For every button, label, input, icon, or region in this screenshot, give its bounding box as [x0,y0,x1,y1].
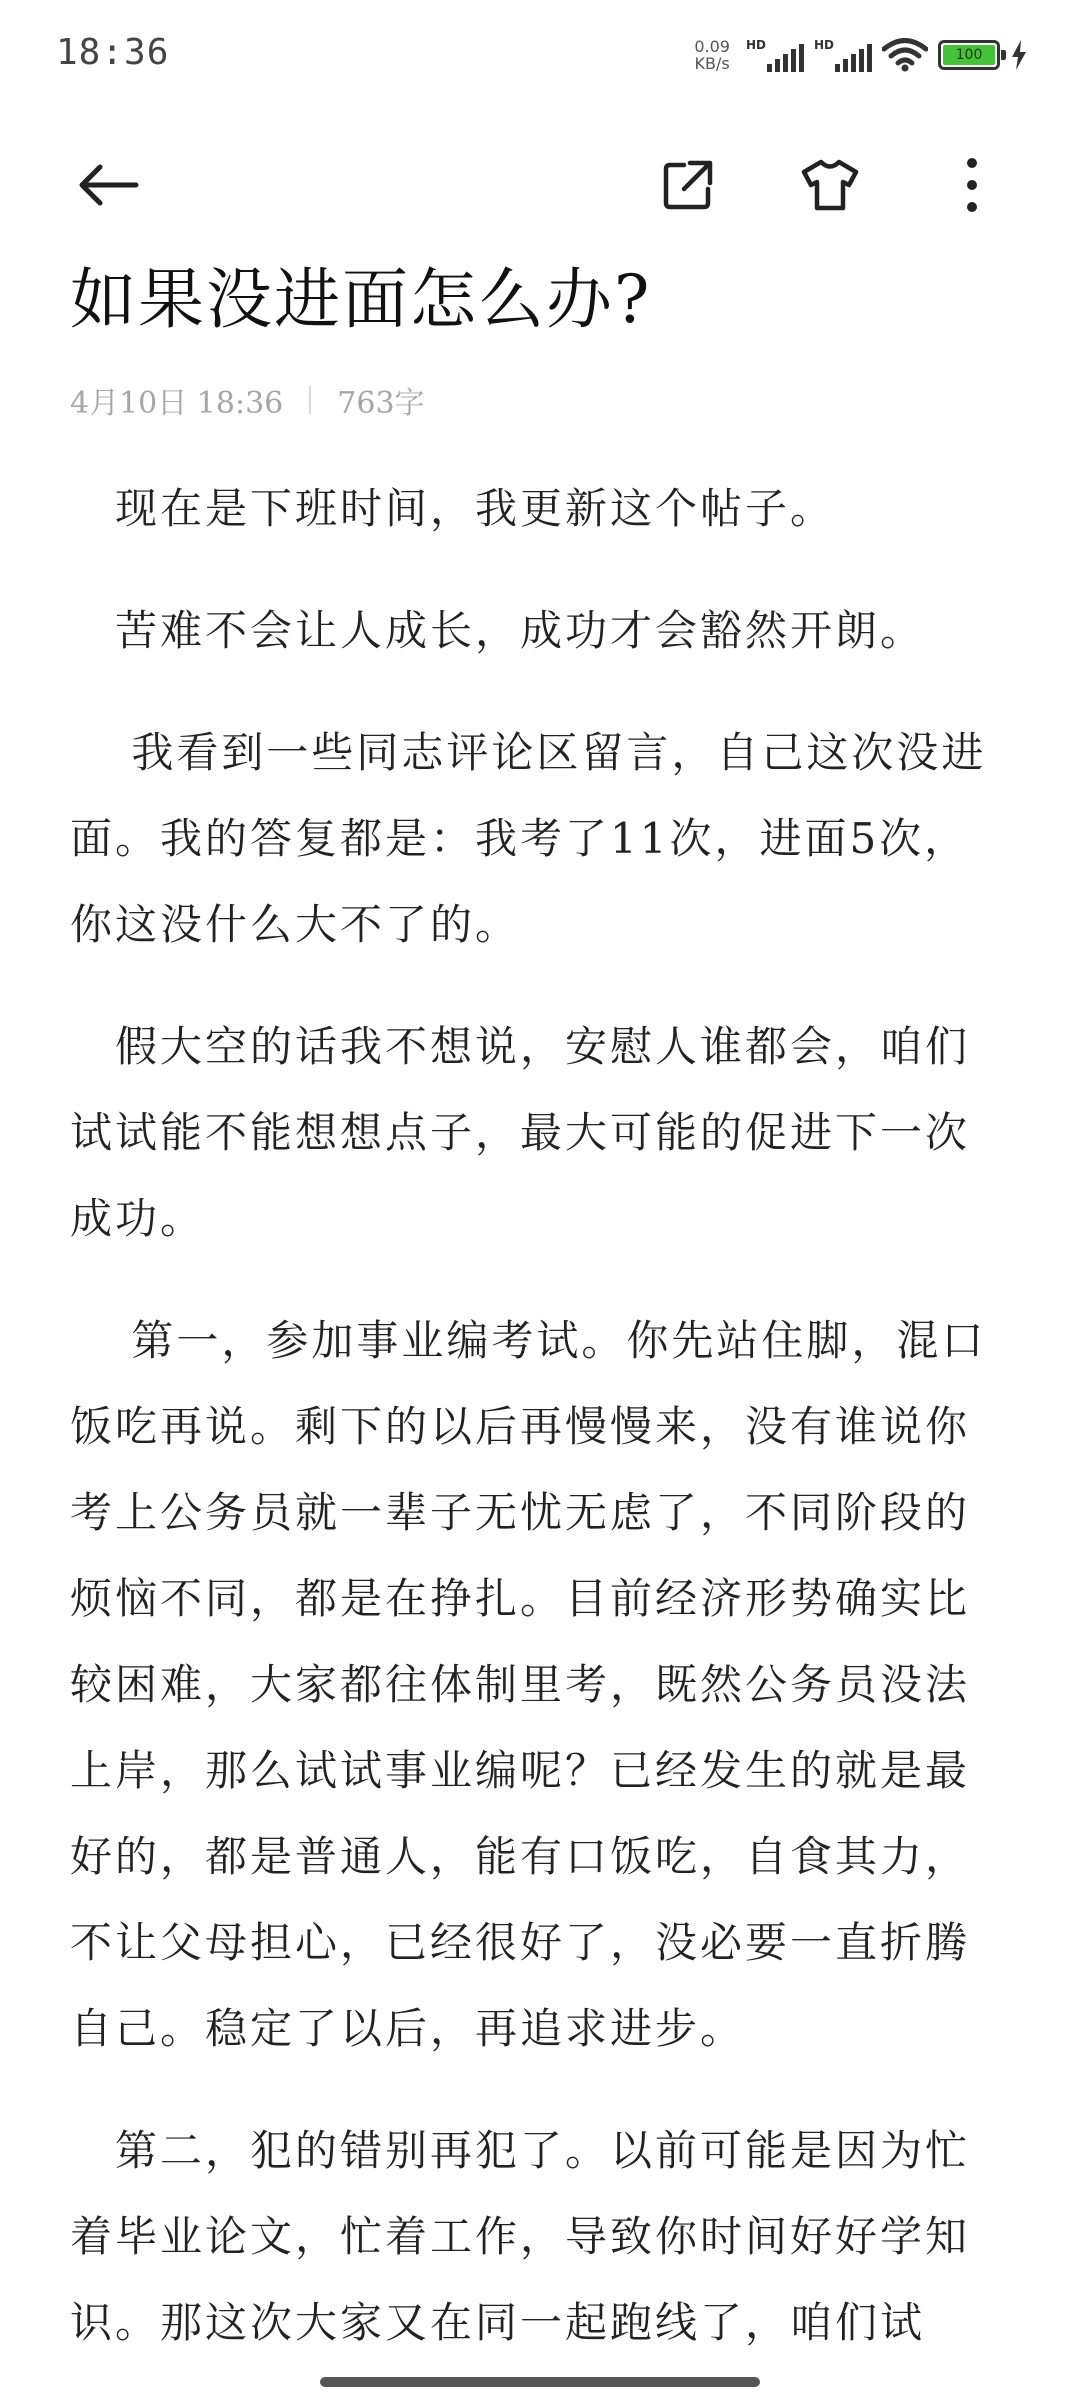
share-out-icon [660,157,716,213]
status-time: 18:36 [56,32,170,73]
paragraph: 现在是下班时间，我更新这个帖子。 [70,484,836,533]
status-bar [0,0,1080,110]
more-button[interactable] [932,145,1012,225]
paragraph: 苦难不会让人成长，成功才会豁然开朗。 [70,606,926,655]
article-date: 4月10日 18:36 [70,386,284,421]
status-icons [694,30,1028,80]
paragraph: 第一，参加事业编考试。你先站住脚，混口饭吃再说。剩下的以后再慢慢来，没有谁说你考上公务员就一辈子无忧无虑了，不同阶段的烦恼不同，都是在挣扎。目前经济形势确实比较困难，大家都往体制里考，既然公务员没法上岸，那么试试事业编呢？已经发生的就是最好的，都是普通人，能有口饭吃，自食其力，不让父母担心，已经很好了，没必要一直折腾自己。稳定了以后，再追求进步。 [70,1316,987,2053]
more-vertical-icon [964,157,980,213]
network-speed-unit: KB/s [694,54,730,73]
paragraph: 假大空的话我不想说，安慰人谁都会，咱们试试能不能想想点子，最大可能的促进下一次成功。 [70,1022,971,1243]
home-indicator[interactable] [320,2377,760,2387]
article [70,250,1010,2402]
share-button[interactable] [648,145,728,225]
arrow-left-icon [76,163,140,207]
battery-level: 100 [943,45,995,65]
signal-2-icon [814,38,872,72]
toolbar [0,130,1080,240]
paragraph: 我看到一些同志评论区留言，自己这次没进面。我的答复都是：我考了11次，进面5次，你这没什么大不了的。 [70,728,987,949]
signal-1-icon [746,38,804,72]
article-meta [70,378,1010,422]
back-button[interactable] [68,145,148,225]
wifi-icon [882,38,928,72]
article-body[interactable] [70,466,1010,2366]
paragraph: 第二，犯的错别再犯了。以前可能是因为忙着毕业论文，忙着工作，导致你时间好好学知识。那这次大家又在同一起跑线了，咱们试 [70,2126,971,2347]
theme-button[interactable] [790,145,870,225]
hd-label: HD [813,38,834,52]
word-count: 763字 [337,386,425,421]
network-speed [694,38,730,72]
meta-divider [309,386,311,414]
article-title: 如果没进面怎么办? [70,261,652,338]
battery-icon [938,40,1000,70]
network-speed-value: 0.09 [694,37,730,56]
charging-icon [1010,39,1028,71]
hd-label: HD [745,38,766,52]
shirt-icon [800,157,860,213]
